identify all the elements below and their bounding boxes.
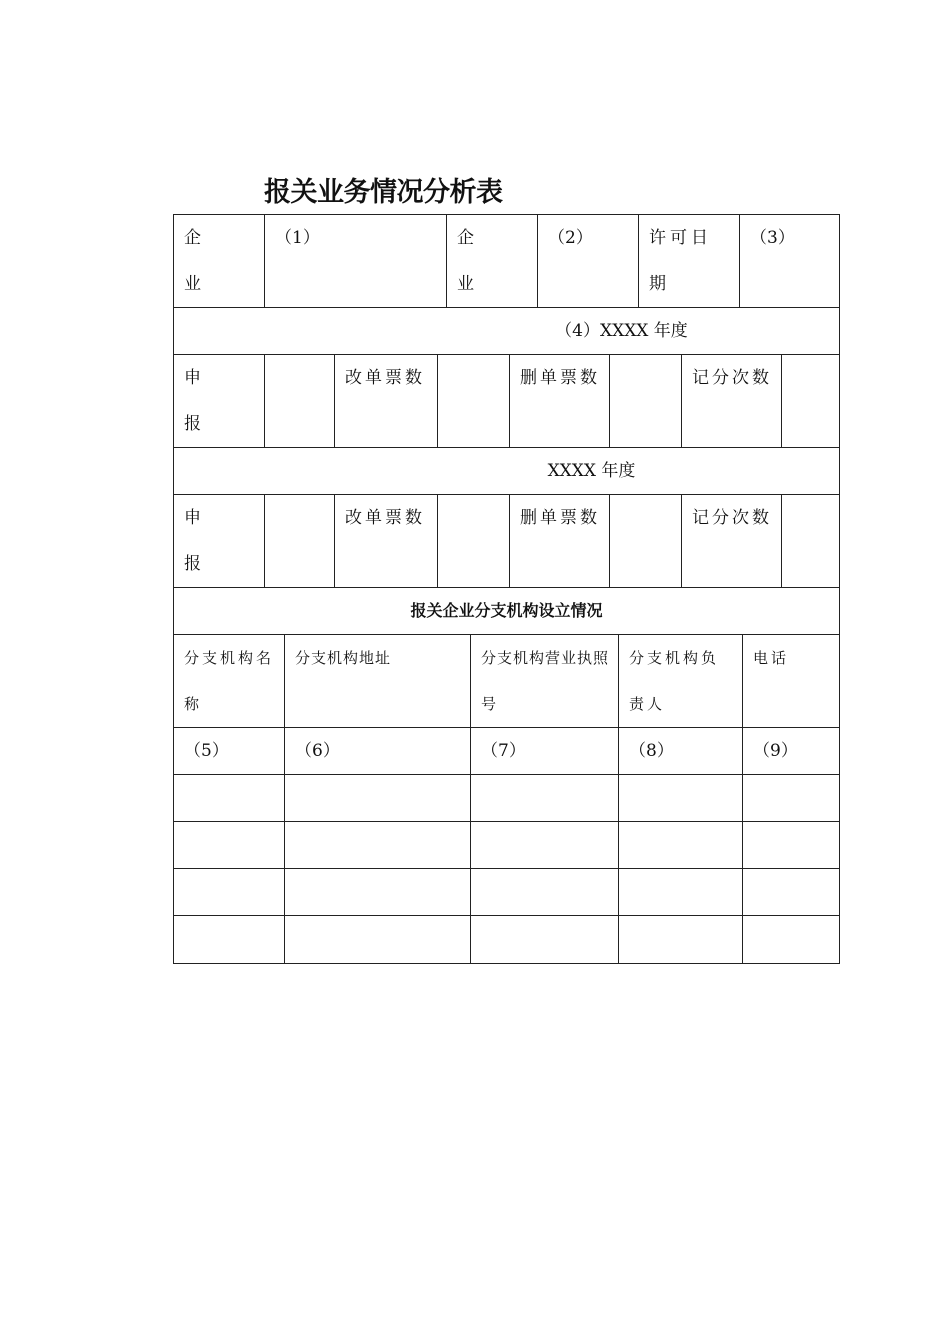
enterprise-code-label: 企 业: [446, 214, 538, 308]
table-row: [173, 821, 840, 868]
empty-cell: [173, 868, 285, 916]
year-title-row: [173, 447, 840, 494]
score-count-label: 记分次数: [681, 494, 782, 588]
score-count-value: [781, 494, 840, 588]
empty-cell: [618, 821, 743, 869]
branch-title-row: [173, 587, 840, 634]
branch-manager-header: 分支机构负责人: [618, 634, 743, 728]
enterprise-name-value: （1）: [264, 214, 447, 308]
declare-count-label: 申 报: [173, 354, 265, 448]
table-row: [173, 354, 840, 447]
year-title: XXXX 年度: [173, 447, 840, 495]
year-title: （4）XXXX 年度: [173, 307, 840, 355]
modify-count-value: [437, 494, 510, 588]
score-count-value: [781, 354, 840, 448]
enterprise-name-label: 企 业: [173, 214, 265, 308]
empty-cell: [284, 868, 471, 916]
index-cell: （6）: [284, 727, 471, 775]
declare-count-value: [264, 494, 335, 588]
score-count-label: 记分次数: [681, 354, 782, 448]
branch-section-title: 报关企业分支机构设立情况: [173, 587, 840, 635]
page-title: 报关业务情况分析表: [264, 177, 503, 208]
table-row: [173, 868, 840, 915]
table-row: [173, 494, 840, 587]
empty-cell: [470, 868, 619, 916]
empty-cell: [618, 868, 743, 916]
index-cell: （8）: [618, 727, 743, 775]
index-cell: （5）: [173, 727, 285, 775]
delete-count-value: [609, 354, 682, 448]
license-date-label: 许可日期: [638, 214, 740, 308]
table-row: [173, 774, 840, 821]
branch-index-row: [173, 727, 840, 774]
empty-cell: [470, 915, 619, 964]
branch-name-header: 分支机构名称: [173, 634, 285, 728]
empty-cell: [470, 821, 619, 869]
delete-count-value: [609, 494, 682, 588]
modify-count-value: [437, 354, 510, 448]
branch-address-header: 分支机构地址: [284, 634, 471, 728]
branch-header-row: [173, 634, 840, 727]
branch-phone-header: 电话: [742, 634, 840, 728]
index-cell: （7）: [470, 727, 619, 775]
empty-cell: [618, 774, 743, 822]
table-row: [173, 214, 840, 307]
empty-cell: [284, 774, 471, 822]
license-date-value: （3）: [739, 214, 840, 308]
empty-cell: [173, 774, 285, 822]
empty-cell: [618, 915, 743, 964]
year-title-row: [173, 307, 840, 354]
declare-count-label: 申 报: [173, 494, 265, 588]
table-row: [173, 915, 840, 963]
empty-cell: [173, 915, 285, 964]
modify-count-label: 改单票数: [334, 494, 438, 588]
delete-count-label: 删单票数: [509, 354, 610, 448]
empty-cell: [742, 915, 840, 964]
empty-cell: [742, 821, 840, 869]
delete-count-label: 删单票数: [509, 494, 610, 588]
index-cell: （9）: [742, 727, 840, 775]
branch-license-header: 分支机构营业执照号: [470, 634, 619, 728]
enterprise-code-value: （2）: [537, 214, 639, 308]
empty-cell: [742, 774, 840, 822]
declare-count-value: [264, 354, 335, 448]
empty-cell: [742, 868, 840, 916]
empty-cell: [284, 915, 471, 964]
modify-count-label: 改单票数: [334, 354, 438, 448]
empty-cell: [173, 821, 285, 869]
empty-cell: [470, 774, 619, 822]
empty-cell: [284, 821, 471, 869]
